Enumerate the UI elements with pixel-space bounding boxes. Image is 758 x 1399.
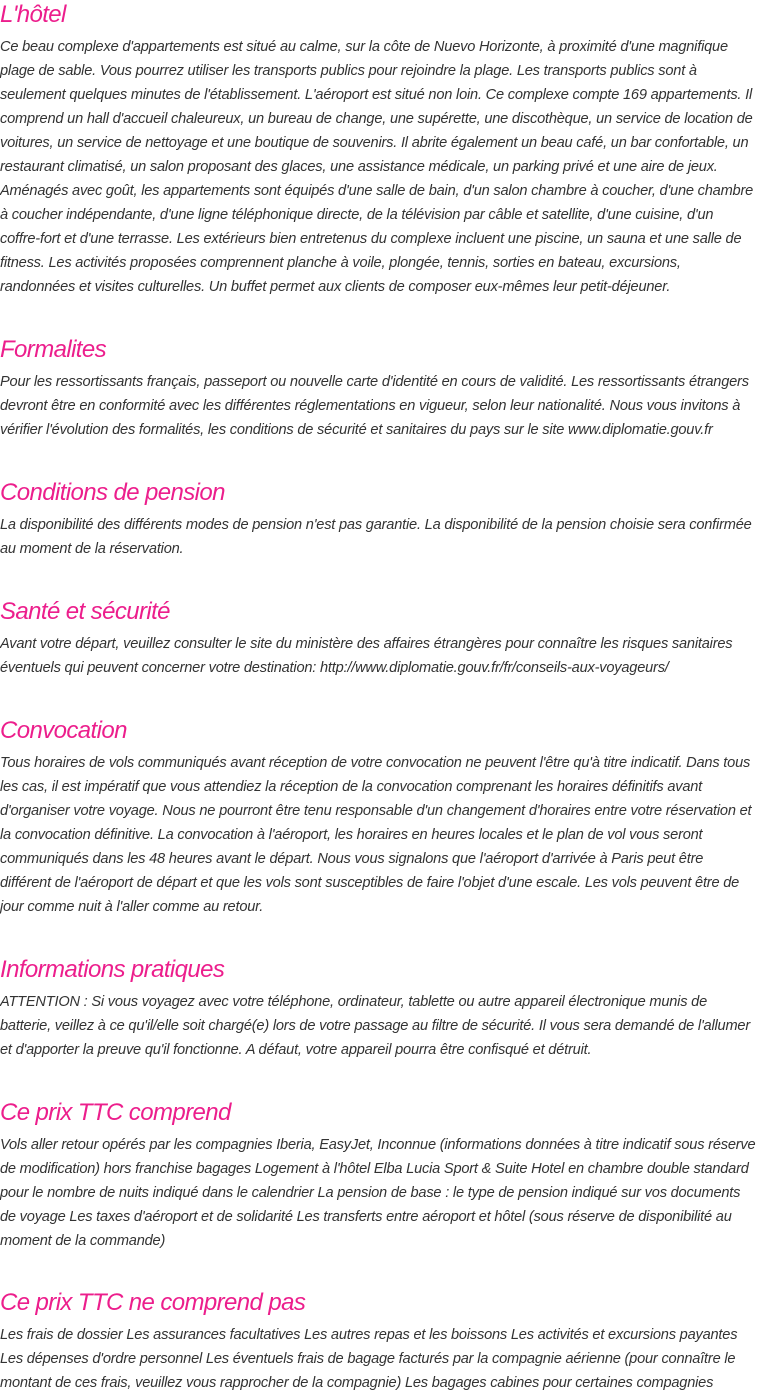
section-title: L'hôtel — [0, 1, 66, 28]
section-body: Avant votre départ, veuillez consulter le site du ministère des affaires étrangères pour connaître les risques sanitaires éventuels qui peuvent concerner votre destination: http://www.diplomatie.gouv.fr/fr/conseils-aux-voyageurs/ — [0, 636, 733, 676]
section-body: Les frais de dossier Les assurances facultatives Les autres repas et les boissons Les activités et excursions payantes Les dépenses d'ordre personnel Les éventuels frais de bagage facturés par la compagnie aérienne (pour connaître le montant de ces frais, veuillez vous rapprocher de la compagnie) Les bagages cabines pour certaines compagnies — [0, 1327, 738, 1391]
section-title: Ce prix TTC ne comprend pas — [0, 1289, 306, 1316]
section-title: Ce prix TTC comprend — [0, 1099, 231, 1126]
section-conditions-pension — [0, 478, 758, 561]
section-title: Santé et sécurité — [0, 598, 170, 625]
section-body: Ce beau complexe d'appartements est situé au calme, sur la côte de Nuevo Horizonte, à proximité d'une magnifique plage de sable. Vous pourrez utiliser les transports publics pour rejoindre la plage. Les transports publics sont à seulement quelques minutes de l'établissement. L'aéroport est situé non loin. Ce complexe compte 169 appartements. Il comprend un hall d'accueil chaleureux, un bureau de change, une supérette, une discothèque, un service de location de voitures, un service de nettoyage et une boutique de souvenirs. Il abrite également un beau café, un bar confortable, un restaurant climatisé, un salon proposant des glaces, une assistance médicale, un parking privé et une aire de jeux. Aménagés avec goût, les appartements sont équipés d'une salle de bain, d'un salon chambre à coucher, d'une chambre à coucher indépendante, d'une ligne téléphonique directe, de la télévision par câble et satellite, d'une cuisine, d'un coffre-fort et d'une terrasse. Les extérieurs bien entretenus du complexe incluent une piscine, un sauna et une salle de fitness. Les activités proposées comprennent planche à voile, plongée, tennis, sorties en bateau, excursions, randonnées et visites culturelles. Un buffet permet aux clients de composer eux-mêmes leur petit-déjeuner. — [0, 39, 754, 295]
section-title: Conditions de pension — [0, 479, 225, 506]
section-title: Informations pratiques — [0, 956, 225, 983]
section-prix-comprend — [0, 1098, 758, 1253]
section-informations-pratiques — [0, 955, 758, 1062]
section-body: Tous horaires de vols communiqués avant réception de votre convocation ne peuvent l'être qu'à titre indicatif. Dans tous les cas, il est impératif que vous attendiez la réception de la convocation comprenant les horaires définitifs avant d'organiser votre voyage. Nous ne pourront être tenu responsable d'un changement d'horaires entre votre réservation et la convocation définitive. La convocation à l'aéroport, les horaires en heures locales et le plan de vol vous seront communiqués dans les 48 heures avant le départ. Nous vous signalons que l'aéroport d'arrivée à Paris peut être différent de l'aéroport de départ et que les vols sont susceptibles de faire l'objet d'une escale. Les vols peuvent être de jour comme nuit à l'aller comme au retour. — [0, 755, 752, 915]
section-convocation — [0, 716, 758, 919]
section-body: La disponibilité des différents modes de pension n'est pas garantie. La disponibilité de la pension choisie sera confirmée au moment de la réservation. — [0, 517, 752, 557]
section-title: Formalites — [0, 336, 107, 363]
section-body: Vols aller retour opérés par les compagnies Iberia, EasyJet, Inconnue (informations données à titre indicatif sous réserve de modification) hors franchise bagages Logement à l'hôtel Elba Lucia Sport & Suite Hotel en chambre double standard pour le nombre de nuits indiqué dans le calendrier La pension de base : le type de pension indiqué sur vos documents de voyage Les taxes d'aéroport et de solidarité Les transferts entre aéroport et hôtel (sous réserve de disponibilité au moment de la commande) — [0, 1137, 756, 1249]
section-sante-securite — [0, 597, 758, 680]
section-body: ATTENTION : Si vous voyagez avec votre téléphone, ordinateur, tablette ou autre appareil électronique munis de batterie, veillez à ce qu'il/elle soit chargé(e) lors de votre passage au filtre de sécurité. Il vous sera demandé de l'allumer et d'apporter la preuve qu'il fonctionne. A défaut, votre appareil pourra être confisqué et détruit. — [0, 994, 750, 1058]
section-prix-ne-comprend-pas — [0, 1288, 758, 1395]
section-formalites — [0, 335, 758, 442]
section-hotel — [0, 0, 758, 299]
section-title: Convocation — [0, 717, 127, 744]
section-body: Pour les ressortissants français, passeport ou nouvelle carte d'identité en cours de validité. Les ressortissants étrangers devront être en conformité avec les différentes réglementations en vigueur, selon leur nationalité. Nous vous invitons à vérifier l'évolution des formalités, les conditions de sécurité et sanitaires du pays sur le site www.diplomatie.gouv.fr — [0, 374, 749, 438]
